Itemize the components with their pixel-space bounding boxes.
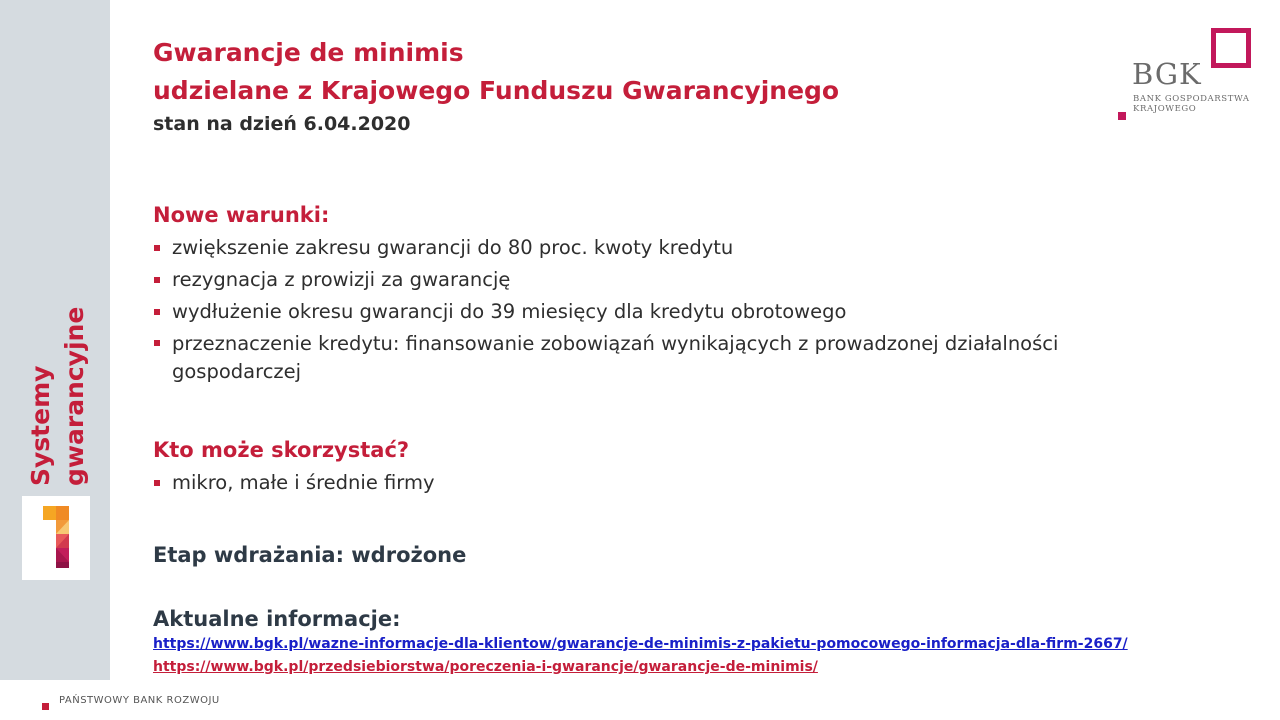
page-title-line1: Gwarancje de minimis [153,38,464,67]
bullet-icon [154,340,160,346]
list-item-text: zwiększenie zakresu gwarancji do 80 proc. kwoty kredytu [172,236,734,259]
bullet-icon [154,245,160,251]
implementation-stage: Etap wdrażania: wdrożone [153,543,467,567]
info-link-2[interactable]: https://www.bgk.pl/przedsiebiorstwa/poreczenia-i-gwarancje/gwarancje-de-minimis/ [153,659,818,675]
new-terms-heading: Nowe warunki: [153,203,330,227]
info-heading: Aktualne informacje: [153,607,401,631]
status-date: stan na dzień 6.04.2020 [153,113,411,135]
list-item-text: mikro, małe i średnie firmy [172,471,435,494]
side-title-line1: Systemy [26,365,55,486]
eligibility-heading: Kto może skorzystać? [153,438,410,462]
list-item [153,328,1172,386]
logo-square-icon [1211,28,1251,68]
title-block [153,34,839,138]
list-item-text: wydłużenie okresu gwarancji do 39 miesięcy dla kredytu obrotowego [172,300,847,323]
logo-subtitle-line1: BANK GOSPODARSTWA [1133,94,1250,104]
footer-text: PAŃSTWOWY BANK ROZWOJU [59,695,220,706]
page-title-line2: udzielane z Krajowego Funduszu Gwarancyjnego [153,76,840,105]
logo-dot-icon [1118,112,1126,120]
list-item [153,264,1182,296]
eligibility-list [153,467,1182,499]
bullet-icon [154,480,160,486]
side-title [24,307,92,486]
list-item-text: przeznaczenie kredytu: finansowanie zobowiązań wynikających z prowadzonej działalności gospodarczej [172,332,1059,383]
bgk-logo [1115,26,1255,126]
new-terms-list [153,232,1182,386]
list-item [153,232,1182,264]
list-item [153,296,1182,328]
number-one-icon [22,496,90,580]
info-link-1[interactable]: https://www.bgk.pl/wazne-informacje-dla-klientow/gwarancje-de-minimis-z-pakietu-pomocowego-informacja-dla-firm-2667/ [153,636,1128,652]
side-title-line2: gwarancyjne [60,306,89,486]
logo-word: BGK [1132,57,1202,91]
logo-subtitle [1133,94,1250,114]
list-item-text: rezygnacja z prowizji za gwarancję [172,268,511,291]
list-item [153,467,1182,499]
bullet-icon [154,309,160,315]
footer-dot-icon [42,703,49,710]
logo-subtitle-line2: KRAJOWEGO [1133,104,1197,114]
bullet-icon [154,277,160,283]
